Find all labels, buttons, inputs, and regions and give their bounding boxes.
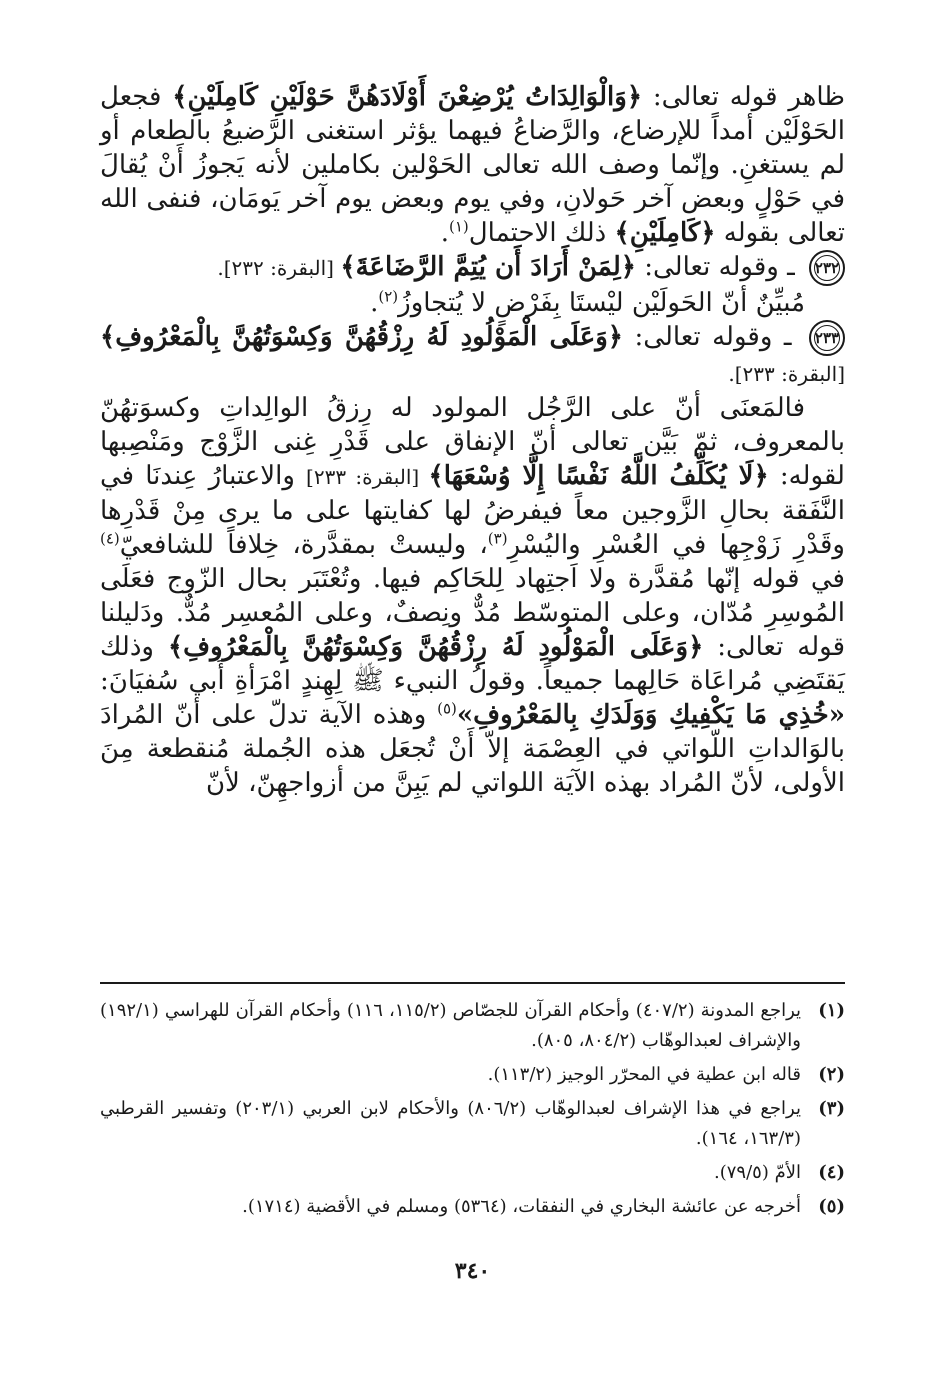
quran-verse: ﴿لِمَنْ أَرَادَ أَن يُتِمَّ الرَّضَاعَةَ﴾ xyxy=(340,252,636,282)
text-run: فجعل الحَوْلَيْن أمداً للإرضاع، والرَّضاعُ فيهما يؤثر استغنى الرَّضيعُ بالطعام أو لم يستغنِ. وإنّما وصف الله تعالى الحَوْلين بكاملين لأنه يَجوزُ أَنْ يُقالَ في حَوْلٍ وبعض آخر حَولانِ، وفي يوم وبعض يوم آخر يَومَان، فنفى الله تعالى بقوله xyxy=(100,82,845,248)
paragraph-3 xyxy=(100,391,845,800)
text-run: والاعتبارُ عِندنَا في النَّفَقة بحالِ الزَّوجين معاً فيفرضُ لها كفايتها على ما يرى مِنْ قَدْرِها وقَدْرِ زَوْجِها في العُسْرِ واليُسْرِ xyxy=(100,461,845,560)
footnote-number: (٤) xyxy=(818,1162,845,1183)
footnote-text: يراجع في هذا الإشراف لعبدالوهّاب (٨٠٦/٢) والأحكام لابن العربي (٢٠٣/١) وتفسير القرطبي (١٦٣/٣، ١٦٤). xyxy=(100,1098,801,1149)
text-run: ـ وقوله تعالى: xyxy=(635,252,803,282)
section-232 xyxy=(100,250,845,286)
footnote-item xyxy=(100,1158,845,1188)
paragraph-2 xyxy=(100,286,845,320)
footnote-item xyxy=(100,1060,845,1090)
footnote-text: يراجع المدونة (٤٠٧/٢) وأحكام القرآن للجصّاص (١١٥/٢، ١١٦) وأحكام القرآن للهراسي (١٩٢/١) والإشراف لعبدالوهّاب (٨٠٤/٢، ٨٠٥). xyxy=(100,1000,802,1051)
footnote-number: (٥) xyxy=(818,1196,845,1217)
text-run: ، وليستْ بمقدَّرة، خِلافاً للشافعيّ xyxy=(119,530,488,560)
footnotes xyxy=(100,996,845,1226)
main-text xyxy=(100,80,845,800)
text-run: ظاهر قوله تعالى: xyxy=(642,82,845,112)
footnote-marker[interactable]: (٣) xyxy=(487,529,508,548)
section-233 xyxy=(100,320,845,391)
text-run: مُبيِّنٌ أنّ الحَولَيْن ليْستَا بِفَرْضٍ لا يُتجاوزُ xyxy=(398,288,805,318)
quran-verse: ﴿كَامِلَيْنِ﴾ xyxy=(614,218,716,248)
footnote-marker[interactable]: (٥) xyxy=(437,699,457,718)
paragraph-1 xyxy=(100,80,845,250)
section-number-badge: ٢٣٣ xyxy=(809,320,845,356)
hadith-quote: «خُذِي مَا يَكْفِيكِ وَوَلَدَكِ بِالمَعْرُوفِ» xyxy=(456,700,846,730)
quran-verse: ﴿وَعَلَى الْمَوْلُودِ لَهُ رِزْقُهُنَّ وَكِسْوَتُهُنَّ بِالْمَعْرُوفِ﴾ xyxy=(167,632,704,662)
text-run: فالمَعنَى أنّ على الرَّجُل المولود له رِزقُ الوالِداتِ وكسوَتهُنّ بالمعروف، ثمّ بَيَّن تعالى أنّ الإنفاق على قَدْرِ غِنى الزَّوْج ومَنْصِبها لقوله: xyxy=(100,393,845,491)
text-run: . xyxy=(440,218,449,248)
quran-verse: ﴿وَعَلَى الْمَوْلُودِ لَهُ رِزْقُهُنَّ وَكِسْوَتُهُنَّ بِالْمَعْرُوفِ﴾ xyxy=(100,322,624,352)
footnote-item xyxy=(100,1094,845,1154)
page-number: ٣٤٠ xyxy=(454,1258,491,1284)
footnote-marker[interactable]: (٢) xyxy=(378,287,399,306)
verse-reference: [البقرة: ٢٣٣] xyxy=(306,465,429,489)
footnote-number: (١) xyxy=(818,1000,845,1021)
footnote-text: قاله ابن عطية في المحرّر الوجيز (١١٣/٢). xyxy=(487,1064,801,1085)
verse-reference: [البقرة: ٢٣٢]. xyxy=(217,256,341,280)
verse-reference: [البقرة: ٢٣٣]. xyxy=(728,362,845,386)
footnote-number: (٣) xyxy=(818,1098,845,1119)
text-run: وهذه الآية تدلّ على أنّ المُرادَ بالوَالداتِ اللّواتي في العِصْمَة إلاّ أَنْ تُجعَل هذه الجُملة مُنقطعة مِنَ الأولى، لأنّ المُراد بهذه الآيَة اللواتي لم يَبِنَّ من أزواجهِنّ، لأنّ xyxy=(100,700,845,798)
quran-verse: ﴿لَا يُكَلِّفُ اللَّهُ نَفْسًا إِلَّا وُسْعَهَا﴾ xyxy=(428,461,769,491)
footnote-text: الأمّ (٧٩/٥). xyxy=(714,1162,801,1183)
text-run: وذلك يَقتَضِي مُراعَاة حَالِهما جميعاً. وقولُ النبيء ﷺ لِهِندٍ امْرَأةِ أَبي سُفيَانَ: xyxy=(100,632,845,696)
footnote-item xyxy=(100,996,845,1056)
text-run: . xyxy=(370,288,379,318)
footnote-marker[interactable]: (٤) xyxy=(100,529,120,548)
footnote-number: (٢) xyxy=(818,1064,845,1085)
text-run: ذلك الاحتمال xyxy=(468,218,615,248)
footnote-text: أخرجه عن عائشة البخاري في النفقات، (٥٣٦٤) ومسلم في الأقضية (١٧١٤). xyxy=(242,1196,801,1217)
text-run: في قوله إنّها مُقدَّرة ولا اَجتِهاد لِلحَاكِم فيها. وتُعْتَبَر بحال الزّوج فعَلَى المُوسِرِ مُدّان، وعلى المتوسّط مُدٌّ ونِصفٌ، وعلى المُعسِر مُدٌّ. ودَليلنا قوله تعالى: xyxy=(100,564,845,662)
quran-verse: ﴿وَالْوَالِدَاتُ يُرْضِعْنَ أَوْلَادَهُنَّ حَوْلَيْنِ كَامِلَيْنِ﴾ xyxy=(172,82,643,112)
section-number-badge: ٢٣٢ xyxy=(809,250,845,286)
footnote-marker[interactable]: (١) xyxy=(448,217,469,236)
footnote-divider xyxy=(100,982,845,984)
text-run: ـ وقوله تعالى: xyxy=(623,322,803,352)
footnote-item xyxy=(100,1192,845,1222)
